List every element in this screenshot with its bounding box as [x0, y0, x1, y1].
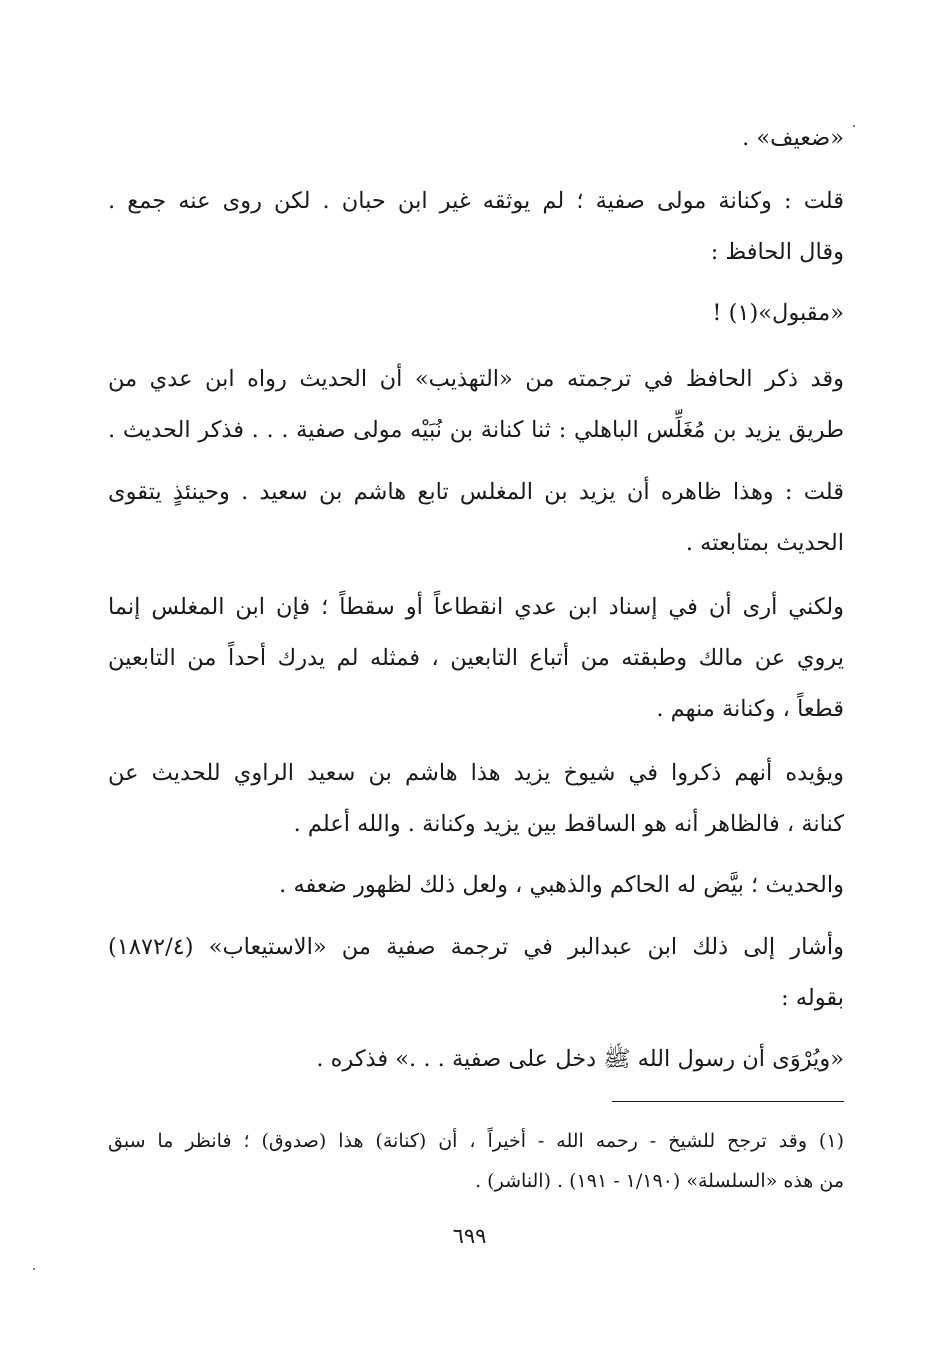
text-line: طريق يزيد بن مُغَلِّس الباهلي : ثنا كنانة بن نُبَيْه مولى صفية . . . فذكر الحديث .: [108, 417, 844, 443]
text-line: «ضعيف» .: [742, 125, 844, 151]
text-line: يروي عن مالك وطبقته من أتباع التابعين ، فمثله لم يدرك أحداً من التابعين: [108, 645, 844, 671]
text-line: «مقبول»(١) !: [712, 300, 844, 326]
footnote-line: من هذه «السلسلة» (١/١٩٠ - ١٩١) . (الناشر) .: [475, 1170, 844, 1192]
scan-speck: [33, 1268, 35, 1270]
text-line: الحديث بمتابعته .: [685, 530, 844, 556]
text-line: وأشار إلى ذلك ابن عبدالبر في ترجمة صفية من «الاستيعاب» (١٨٧٢/٤): [108, 934, 844, 960]
text-line: قلت : وهذا ظاهره أن يزيد بن المغلس تابع هاشم بن سعيد . وحينئذٍ يتقوى: [108, 479, 844, 505]
text-line: وقال الحافظ :: [710, 239, 844, 265]
text-line: قطعاً ، وكنانة منهم .: [656, 696, 844, 722]
text-line: والحديث ؛ بيَّض له الحاكم والذهبي ، ولعل ذلك لظهور ضعفه .: [279, 872, 844, 898]
footnote-separator: [612, 1101, 844, 1102]
page-number: ٦٩٩: [452, 1224, 487, 1248]
text-line: كنانة ، فالظاهر أنه هو الساقط بين يزيد وكنانة . والله أعلم .: [293, 811, 844, 837]
text-line: بقوله :: [781, 985, 844, 1011]
text-line: ولكني أرى أن في إسناد ابن عدي انقطاعاً أو سقطاً ؛ فإن ابن المغلس إنما: [108, 594, 844, 620]
text-line: وقد ذكر الحافظ في ترجمته من «التهذيب» أن الحديث رواه ابن عدي من: [108, 366, 844, 392]
text-line: «ويُرْوَى أن رسول الله ﷺ دخل على صفية . . .» فذكره .: [316, 1046, 844, 1072]
footnote-line: (١) وقد ترجح للشيخ - رحمه الله - أخيراً ، أن (كنانة) هذا (صدوق) ؛ فانظر ما سبق: [108, 1130, 844, 1152]
text-line: قلت : وكنانة مولى صفية ؛ لم يوثقه غير ابن حبان . لكن روى عنه جمع .: [108, 188, 844, 214]
scan-speck: [853, 125, 855, 127]
text-line: ويؤيده أنهم ذكروا في شيوخ يزيد هذا هاشم بن سعيد الراوي للحديث عن: [108, 760, 844, 786]
